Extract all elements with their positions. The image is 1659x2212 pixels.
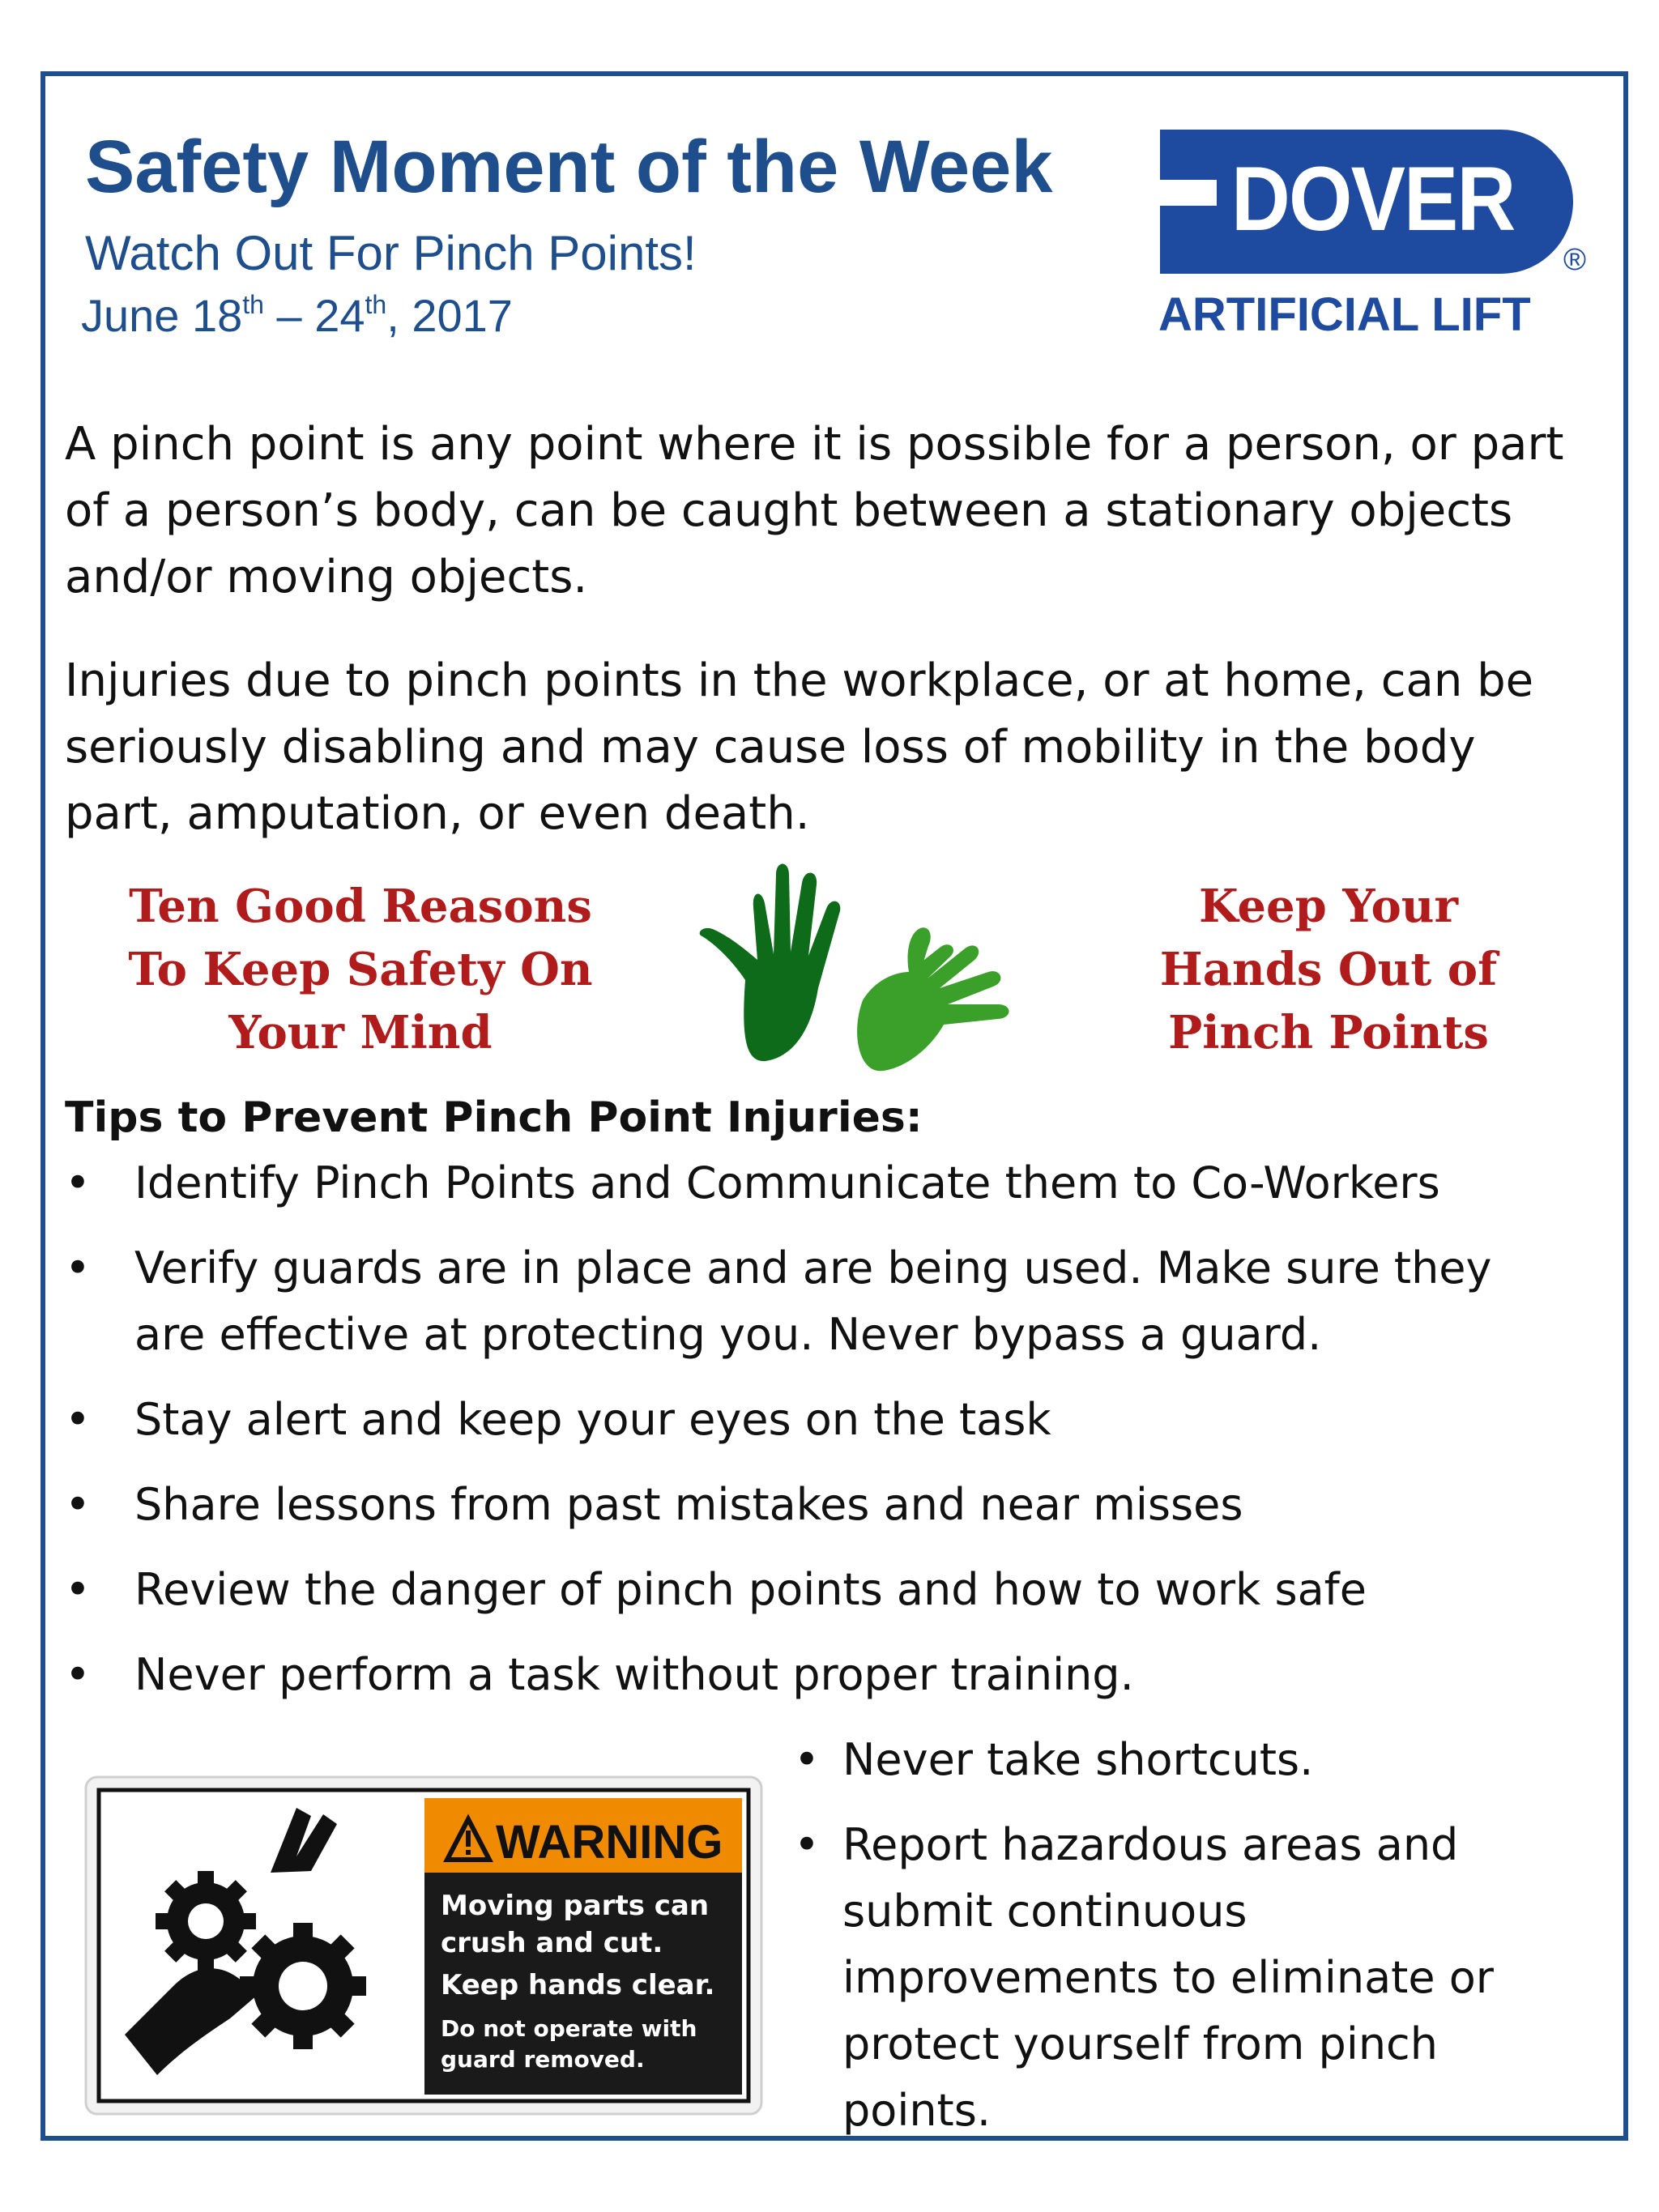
- tip-text: Never perform a task without proper training.: [134, 1649, 1134, 1700]
- warning-sign: [84, 1775, 763, 2116]
- callout-right-line: Pinch Points: [1168, 1006, 1489, 1059]
- tip-text: Never take shortcuts.: [842, 1734, 1314, 1785]
- intro-paragraph-2: Injuries due to pinch points in the workplace, or at home, can be seriously disabling and may cause loss of mobility in the body part, amputation, or even death.: [65, 654, 1534, 840]
- logo-wordmark: DOVER: [1231, 148, 1515, 249]
- bullet-glyph: •: [794, 1819, 820, 1870]
- date-start-suffix: th: [242, 290, 264, 319]
- bullet-glyph: •: [65, 1242, 91, 1294]
- light-hand: [857, 927, 1009, 1071]
- bullet-glyph: •: [65, 1564, 91, 1615]
- registered-mark: ®: [1563, 243, 1586, 277]
- callout-left-line: Your Mind: [228, 1006, 493, 1059]
- tip-text: Share lessons from past mistakes and near misses: [134, 1479, 1243, 1530]
- dark-hand: [700, 864, 841, 1062]
- warning-line-4: Do not operate with: [441, 2015, 697, 2042]
- callout-right-line: Keep Your: [1198, 880, 1459, 933]
- page-title: Safety Moment of the Week: [85, 126, 1053, 208]
- date-range: [81, 292, 513, 339]
- tip-text: Identify Pinch Points and Communicate them to Co-Workers: [134, 1157, 1440, 1208]
- date-start: June 18: [81, 290, 243, 341]
- callout-right: [1102, 875, 1555, 1064]
- callout-left-line: Ten Good Reasons: [129, 880, 592, 933]
- callout-right-line: Hands Out of: [1159, 943, 1498, 996]
- hands-icon: [697, 859, 1053, 1077]
- warning-line-1: Moving parts can: [441, 1890, 710, 1922]
- date-year: , 2017: [386, 290, 513, 341]
- bullet-glyph: •: [65, 1649, 91, 1700]
- tip-text: Report hazardous areas and submit continuous improvements to eliminate or protect yourself from pinch points.: [842, 1819, 1494, 2136]
- logo-bar: [1160, 180, 1217, 206]
- callout-left-line: To Keep Safety On: [128, 943, 593, 996]
- tips-heading: Tips to Prevent Pinch Point Injuries:: [65, 1093, 923, 1142]
- warning-line-5: guard removed.: [441, 2046, 645, 2073]
- date-end: – 24: [263, 290, 365, 341]
- warning-line-2: crush and cut.: [441, 1927, 663, 1959]
- bullet-glyph: •: [65, 1157, 91, 1208]
- page-subtitle: Watch Out For Pinch Points!: [85, 226, 697, 280]
- tip-text: Review the danger of pinch points and how to work safe: [134, 1564, 1367, 1615]
- callout-left: [65, 875, 656, 1064]
- intro-paragraph-1: A pinch point is any point where it is possible for a person, or part of a person’s body, can be caught between a stationary objects and/or moving objects.: [65, 418, 1564, 603]
- date-end-suffix: th: [365, 290, 387, 319]
- bullet-glyph: •: [794, 1734, 820, 1785]
- warning-header-text: WARNING: [496, 1816, 723, 1869]
- warning-line-3: Keep hands clear.: [441, 1969, 715, 2001]
- tip-text: Stay alert and keep your eyes on the task: [134, 1394, 1051, 1445]
- tip-text: Verify guards are in place and are being used. Make sure they are effective at protecting you. Never bypass a guard.: [134, 1242, 1492, 1360]
- bullet-glyph: •: [65, 1479, 91, 1530]
- logo-subtitle: ARTIFICIAL LIFT: [1158, 288, 1531, 341]
- bullet-glyph: •: [65, 1394, 91, 1445]
